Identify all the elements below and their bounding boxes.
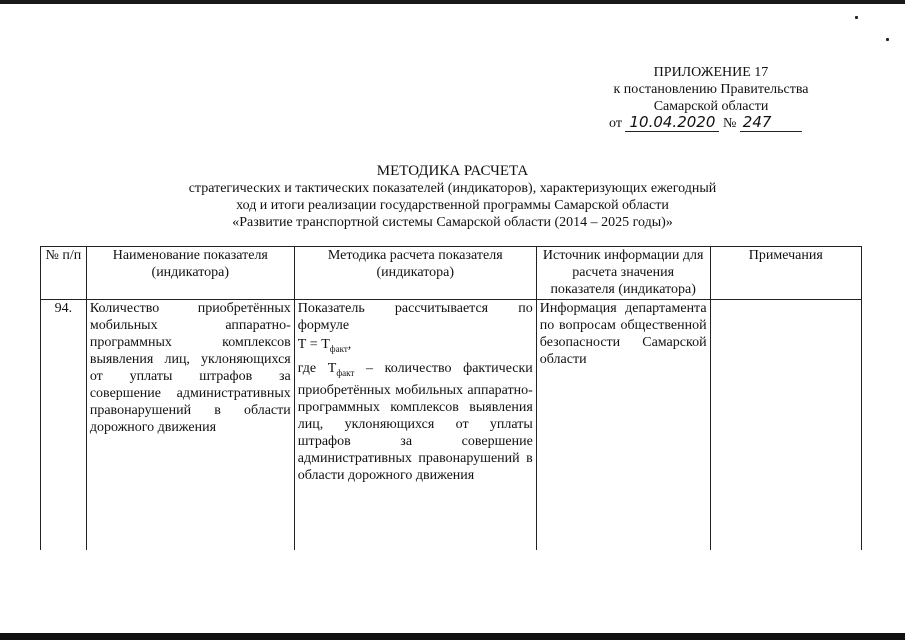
scan-speck: [855, 16, 858, 19]
where-subscript: факт: [336, 367, 355, 378]
formula-end: ,: [347, 337, 352, 352]
indicator-table: [40, 246, 862, 550]
formula-subscript: факт: [329, 343, 348, 354]
appendix-region-line: Самарской области: [653, 99, 769, 114]
scan-edge-top: [0, 0, 905, 4]
from-label: от: [609, 116, 622, 131]
table-row: [41, 300, 862, 551]
method-intro: Показатель рассчитывается по формуле: [297, 301, 533, 333]
header-source: Источник информации для расчета значения показателя (индикатора): [536, 247, 710, 300]
header-number: № п/п: [41, 247, 87, 300]
row-number: 94.: [41, 300, 87, 551]
where-prefix: где Т: [297, 360, 337, 376]
method-definition: [298, 360, 533, 484]
table-header-row: [41, 247, 862, 300]
header-notes: Примечания: [710, 247, 861, 300]
information-source: Информация департамента по вопросам общественной безопасности Самарской области: [536, 300, 710, 551]
where-text: – количество фактически приобретённых мобильных аппаратно-программных комплексов выявления лиц, уклоняющихся от уплаты штрафов за совершение административных правонарушений в области дорожного движения: [297, 360, 533, 483]
appendix-decree-line: к постановлению Правительства: [613, 82, 809, 97]
handwritten-number: 247: [740, 114, 802, 132]
title-line-3: ход и итоги реализации государственной программы Самарской области: [236, 198, 669, 213]
title-line-2: стратегических и тактических показателей (индикаторов), характеризующих ежегодный: [188, 181, 717, 196]
title-line-4: «Развитие транспортной системы Самарской области (2014 – 2025 годы)»: [232, 215, 673, 230]
scan-speck: [886, 38, 889, 41]
title-main: МЕТОДИКА РАСЧЕТА: [376, 163, 529, 179]
handwritten-date: 10.04.2020: [625, 114, 719, 132]
indicator-name: Количество приобретённых мобильных аппаратно-программных комплексов выявления лиц, уклоняющихся от уплаты штрафов за совершение административных правонарушений в области дорожного движения: [86, 300, 294, 551]
notes: [710, 300, 861, 551]
formula-lhs: Т = Т: [297, 337, 330, 352]
number-label: №: [722, 116, 737, 131]
calculation-method: [294, 300, 536, 551]
document-title: [0, 163, 905, 231]
header-method: Методика расчета показателя (индикатора): [294, 247, 536, 300]
decree-date-number: [609, 114, 802, 132]
header-indicator-name: Наименование показателя (индикатора): [86, 247, 294, 300]
scan-edge-bottom: [0, 633, 905, 640]
appendix-header: [596, 64, 826, 115]
formula: [298, 336, 533, 358]
appendix-title: ПРИЛОЖЕНИЕ 17: [653, 65, 769, 80]
